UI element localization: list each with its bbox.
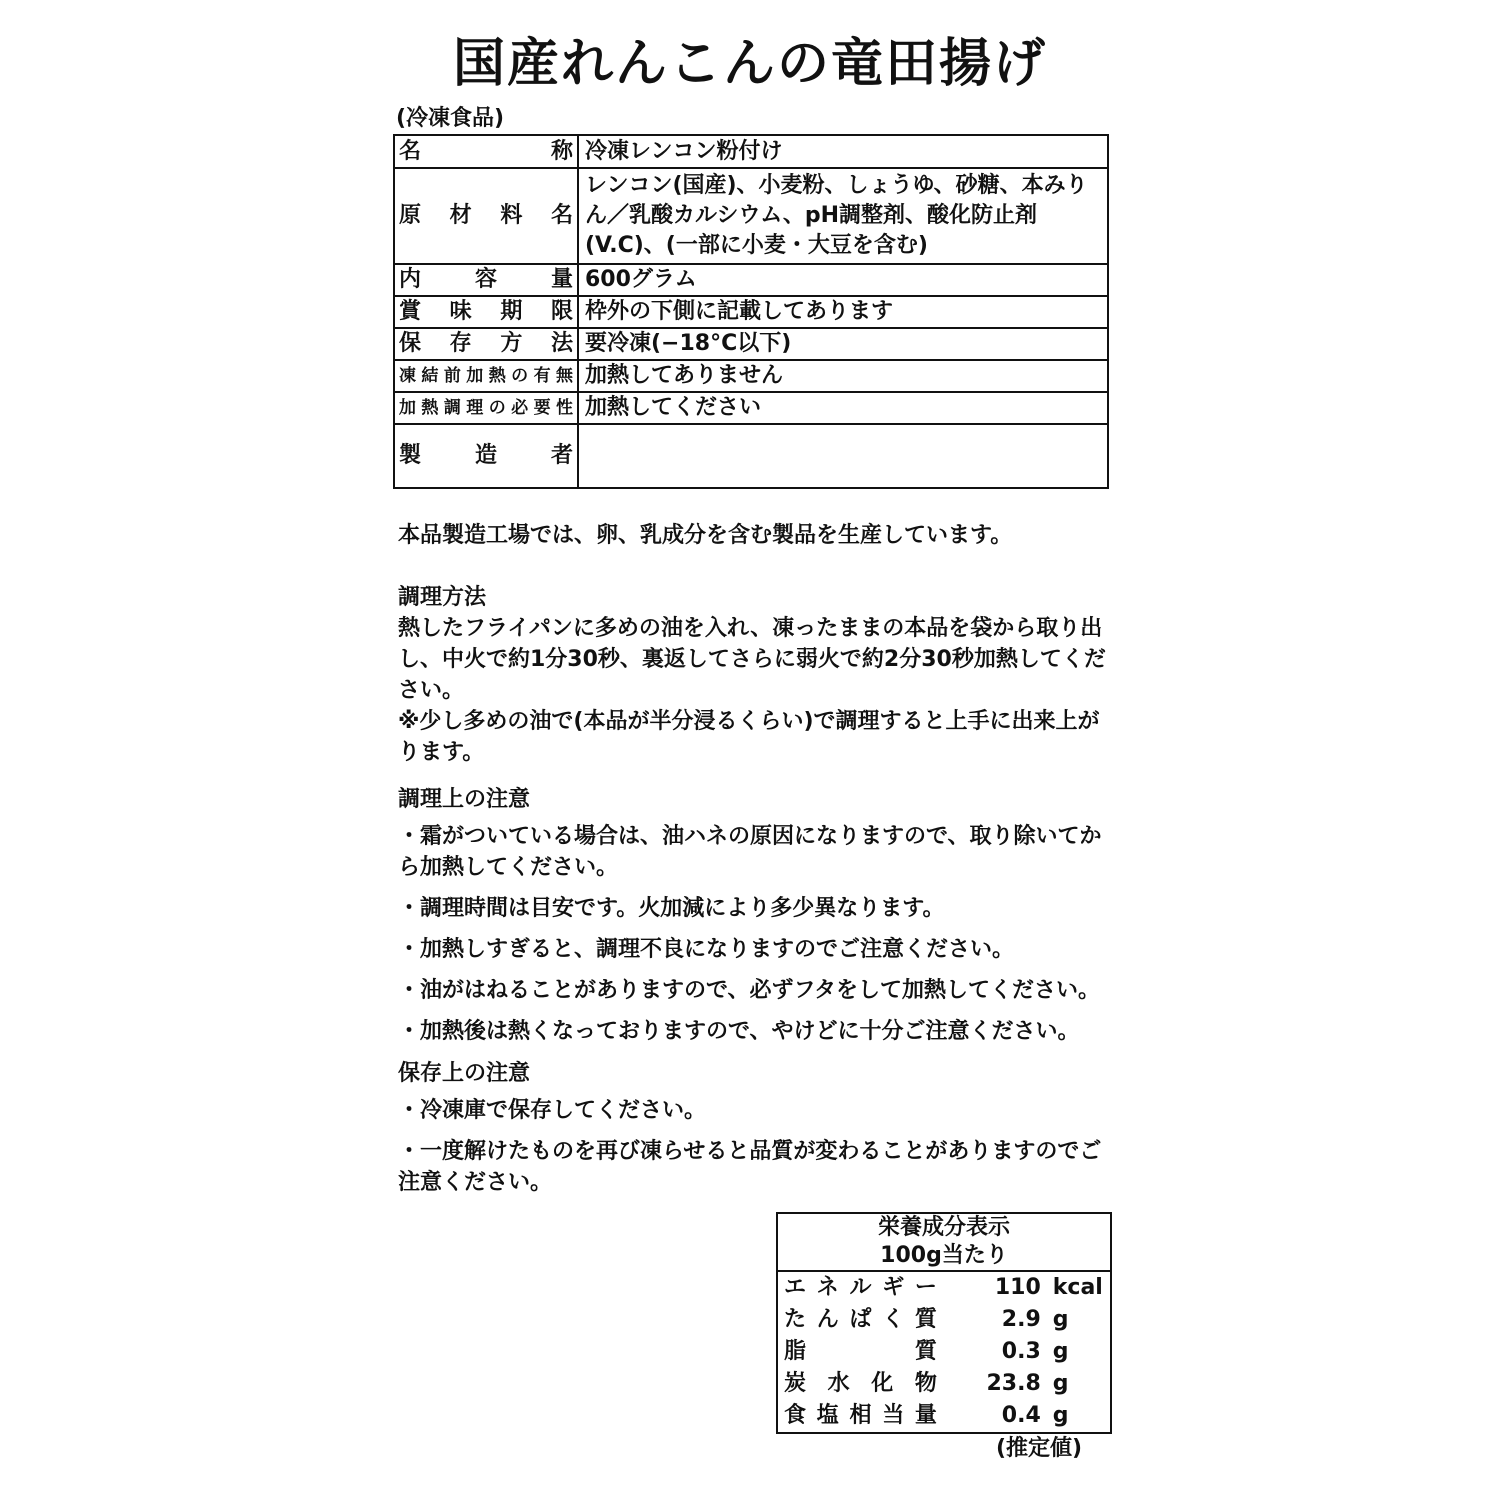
spec-label: 加熱調理の必要性 bbox=[394, 392, 578, 424]
spec-value bbox=[578, 424, 1108, 488]
cooking-cautions-heading: 調理上の注意 bbox=[398, 787, 531, 812]
allergen-note: 本品製造工場では、卵、乳成分を含む製品を生産しています。 bbox=[398, 523, 1013, 548]
spec-row bbox=[394, 424, 1108, 488]
spec-row bbox=[394, 328, 1108, 360]
cooking-method-body: 熱したフライパンに多めの油を入れ、凍ったままの本品を袋から取り出し、中火で約1分30秒、裏返してさらに弱火で約2分30秒加熱してください。 bbox=[398, 616, 1106, 703]
nutrition-row bbox=[777, 1400, 1111, 1433]
spec-row bbox=[394, 168, 1108, 264]
caution-item: ・油がはねることがありますので、必ずフタをして加熱してください。 bbox=[398, 978, 1101, 1003]
nutrient-unit: kcal bbox=[1052, 1275, 1103, 1300]
nutrient-label: たんぱく質 bbox=[784, 1307, 937, 1332]
spec-label: 保存方法 bbox=[394, 328, 578, 360]
cooking-method-section bbox=[398, 582, 1118, 768]
spec-value: 600グラム bbox=[578, 264, 1108, 296]
nutrition-row bbox=[777, 1368, 1111, 1400]
storage-cautions-section bbox=[398, 1058, 1118, 1198]
category-label: (冷凍食品) bbox=[396, 106, 505, 131]
caution-item: ・加熱後は熱くなっておりますので、やけどに十分ご注意ください。 bbox=[398, 1019, 1080, 1044]
spec-row bbox=[394, 135, 1108, 168]
storage-item: ・一度解けたものを再び凍らせると品質が変わることがありますのでご注意ください。 bbox=[398, 1139, 1102, 1195]
spec-value: 要冷凍(−18°C以下) bbox=[578, 328, 1108, 360]
spec-table bbox=[393, 134, 1109, 489]
nutrient-label: 脂質 bbox=[784, 1339, 937, 1364]
nutrient-value: 0.4 bbox=[1001, 1403, 1041, 1428]
nutrition-table bbox=[776, 1212, 1112, 1434]
nutrition-row bbox=[777, 1304, 1111, 1336]
nutrient-label: 食塩相当量 bbox=[784, 1403, 937, 1428]
nutrition-per: 100g当たり bbox=[880, 1243, 1008, 1268]
nutrient-unit: g bbox=[1052, 1403, 1069, 1428]
nutrient-value: 2.9 bbox=[1001, 1307, 1041, 1332]
spec-row bbox=[394, 296, 1108, 328]
nutrition-title: 栄養成分表示 bbox=[877, 1215, 1010, 1240]
caution-item: ・加熱しすぎると、調理不良になりますのでご注意ください。 bbox=[398, 937, 1015, 962]
spec-label: 凍結前加熱の有無 bbox=[394, 360, 578, 392]
nutrient-label: 炭水化物 bbox=[784, 1371, 937, 1396]
nutrient-unit: g bbox=[1052, 1371, 1069, 1396]
storage-cautions-heading: 保存上の注意 bbox=[398, 1061, 531, 1086]
spec-label: 賞味期限 bbox=[394, 296, 578, 328]
spec-value: 加熱してください bbox=[578, 392, 1108, 424]
nutrient-unit: g bbox=[1052, 1339, 1069, 1364]
nutrition-row bbox=[777, 1336, 1111, 1368]
spec-label: 名称 bbox=[394, 135, 578, 168]
cooking-method-heading: 調理方法 bbox=[398, 585, 487, 610]
spec-value: 加熱してありません bbox=[578, 360, 1108, 392]
spec-label: 製造者 bbox=[394, 424, 578, 488]
product-title: 国産れんこんの竜田揚げ bbox=[452, 34, 1047, 94]
spec-value: 冷凍レンコン粉付け bbox=[578, 135, 1108, 168]
nutrient-value: 110 bbox=[994, 1275, 1041, 1300]
caution-item: ・霜がついている場合は、油ハネの原因になりますので、取り除いてから加熱してください。 bbox=[398, 824, 1102, 880]
nutrient-unit: g bbox=[1052, 1307, 1069, 1332]
spec-value: 枠外の下側に記載してあります bbox=[578, 296, 1108, 328]
nutrition-estimated-note: (推定値) bbox=[996, 1436, 1083, 1461]
nutrition-header bbox=[777, 1213, 1111, 1271]
spec-label: 原材料名 bbox=[394, 168, 578, 264]
spec-label: 内容量 bbox=[394, 264, 578, 296]
nutrient-value: 23.8 bbox=[986, 1371, 1041, 1396]
nutrient-value: 0.3 bbox=[1001, 1339, 1041, 1364]
spec-row bbox=[394, 360, 1108, 392]
caution-item: ・調理時間は目安です。火加減により多少異なります。 bbox=[398, 896, 945, 921]
cooking-cautions-section bbox=[398, 784, 1118, 1047]
storage-item: ・冷凍庫で保存してください。 bbox=[398, 1098, 707, 1123]
nutrient-label: エネルギー bbox=[784, 1275, 937, 1300]
spec-value: レンコン(国産)、小麦粉、しょうゆ、砂糖、本みりん／乳酸カルシウム、pH調整剤、酸化防止剤(V.C)、(一部に小麦・大豆を含む) bbox=[578, 168, 1108, 264]
nutrition-row bbox=[777, 1271, 1111, 1304]
cooking-method-note: ※少し多めの油で(本品が半分浸るくらい)で調理すると上手に出来上がります。 bbox=[398, 709, 1100, 765]
spec-row bbox=[394, 264, 1108, 296]
spec-row bbox=[394, 392, 1108, 424]
